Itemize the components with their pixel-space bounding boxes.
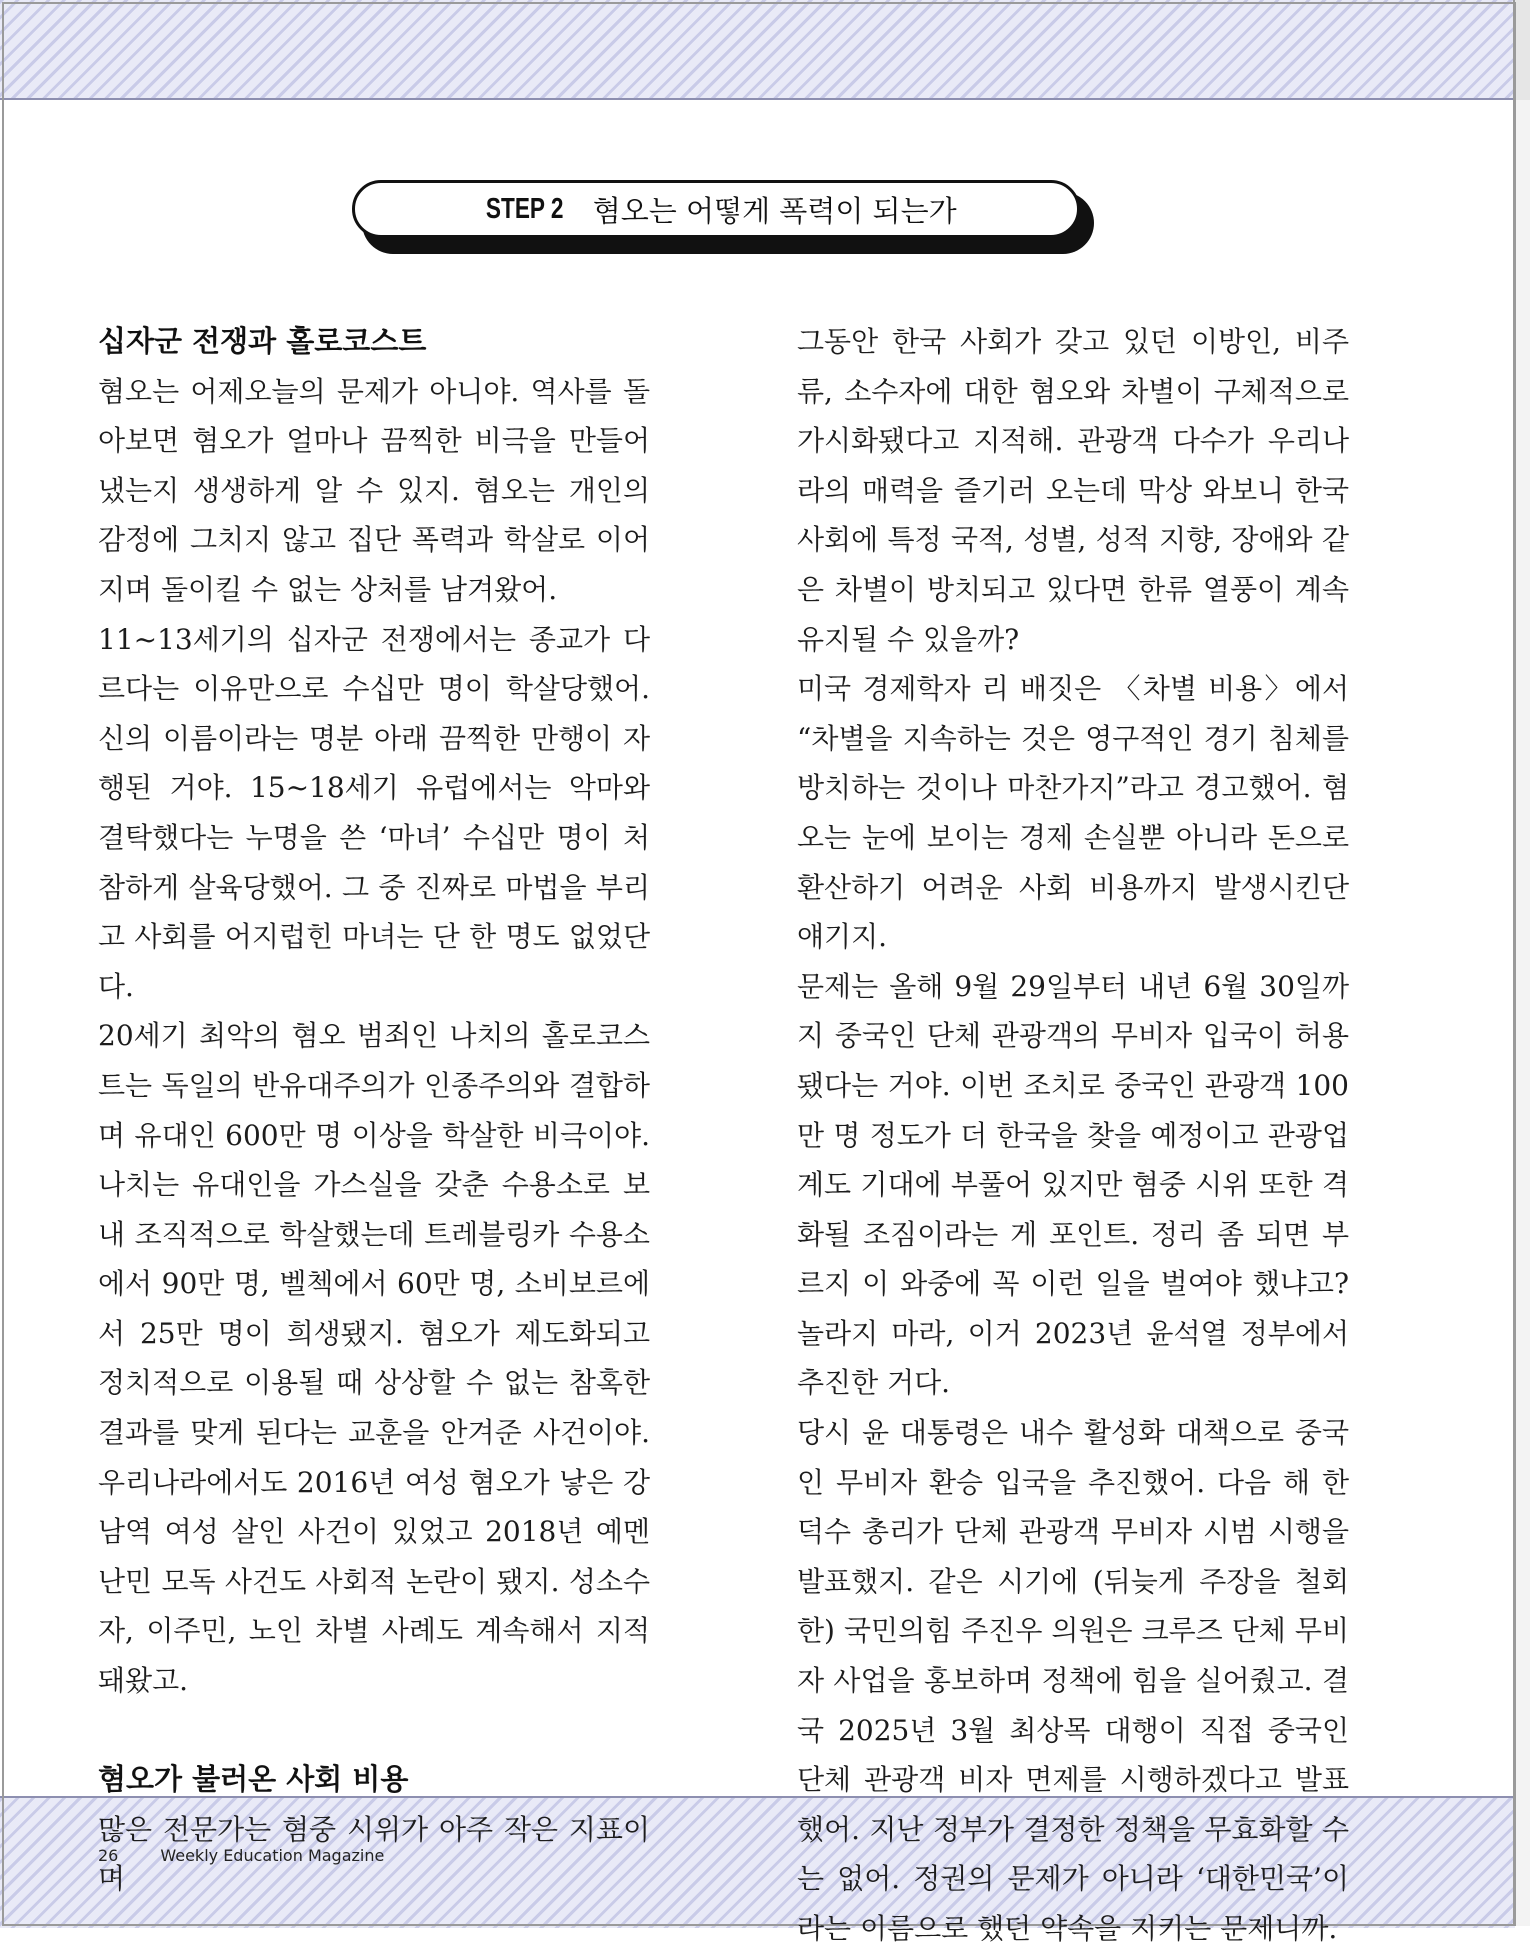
paragraph: 당시 윤 대통령은 내수 활성화 대책으로 중국인 무비자 환승 입국을 추진했어. 다음 해 한덕수 총리가 단체 관광객 무비자 시범 시행을 발표했지. 같은 시기에 (뒤늦게 주장을 철회한) 국민의힘 주진우 의원은 크루즈 단체 무비자 사업을 홍보하며 정책에 힘을 실어줬고. 결국 2025년 3월 최상목 대행이 직접 중국인 단체 관광객 비자 면제를 시행하겠다고 발표했어. 지난 정부가 결정한 정책을 무효화할 수는 없어. 정권의 문제가 아니라 ‘대한민국’이라는 이름으로 했던 약속을 지키는 문제니까. xyxy=(797,1416,1349,1945)
paragraph: 미국 경제학자 리 배짓은 〈차별 비용〉에서 “차별을 지속하는 것은 영구적인 경기 침체를 방치하는 것이나 마찬가지”라고 경고했어. 혐오는 눈에 보이는 경제 손실뿐 아니라 돈으로 환산하기 어려운 사회 비용까지 발생시킨단 얘기지. xyxy=(797,672,1349,954)
paragraph: 11~13세기의 십자군 전쟁에서는 종교가 다르다는 이유만으로 수십만 명이 학살당했어. 신의 이름이라는 명분 아래 끔찍한 만행이 자행된 거야. 15~18세기 유럽에서는 악마와 결탁했다는 누명을 쓴 ‘마녀’ 수십만 명이 처참하게 살육당했어. 그 중 진짜로 마법을 부리고 사회를 어지럽힌 마녀는 단 한 명도 없었단다. xyxy=(98,622,650,1003)
subheading-crusades-holocaust: 십자군 전쟁과 홀로코스트 xyxy=(98,324,427,358)
page-edge xyxy=(1513,0,1530,1926)
paragraph: 많은 전문가는 혐중 시위가 아주 작은 지표이며 xyxy=(98,1812,650,1896)
right-column xyxy=(797,317,1349,1954)
section-title-banner xyxy=(352,180,1080,238)
paragraph: 20세기 최악의 혐오 범죄인 나치의 홀로코스트는 독일의 반유대주의가 인종주의와 결합하며 유대인 600만 명 이상을 학살한 비극이야. 나치는 유대인을 가스실을 갖춘 수용소로 보내 조직적으로 학살했는데 트레블링카 수용소에서 90만 명, 벨첵에서 60만 명, 소비보르에서 25만 명이 희생됐지. 혐오가 제도화되고 정치적으로 이용될 때 상상할 수 없는 참혹한 결과를 맞게 된다는 교훈을 안겨준 사건이야. 우리나라에서도 2016년 여성 혐오가 낳은 강남역 여성 살인 사건이 있었고 2018년 예멘 난민 모독 사건도 사회적 논란이 됐지. 성소수자, 이주민, 노인 차별 사례도 계속해서 지적돼왔고. xyxy=(98,1019,650,1698)
step-label: STEP 2 xyxy=(486,192,564,225)
section-title: 혐오는 어떻게 폭력이 되는가 xyxy=(592,193,957,228)
subheading-social-cost: 혐오가 불러온 사회 비용 xyxy=(98,1762,409,1797)
top-decorative-band xyxy=(0,0,1515,100)
paragraph: 혐오는 어제오늘의 문제가 아니야. 역사를 돌아보면 혐오가 얼마나 끔찍한 비극을 만들어냈는지 생생하게 알 수 있지. 혐오는 개인의 감정에 그치지 않고 집단 폭력과 학살로 이어지며 돌이킬 수 없는 상처를 남겨왔어. xyxy=(98,374,650,606)
page-footer xyxy=(98,1846,384,1865)
paragraph: 그동안 한국 사회가 갖고 있던 이방인, 비주류, 소수자에 대한 혐오와 차별이 구체적으로 가시화됐다고 지적해. 관광객 다수가 우리나라의 매력을 즐기러 오는데 막상 와보니 한국 사회에 특정 국적, 성별, 성적 지향, 장애와 같은 차별이 방치되고 있다면 한류 열풍이 계속 유지될 수 있을까? xyxy=(797,325,1349,656)
left-column xyxy=(98,317,650,1904)
magazine-name: Weekly Education Magazine xyxy=(160,1846,385,1865)
page-number: 26 xyxy=(98,1846,119,1865)
paragraph: 문제는 올해 9월 29일부터 내년 6월 30일까지 중국인 단체 관광객의 무비자 입국이 허용됐다는 거야. 이번 조치로 중국인 관광객 100만 명 정도가 더 한국을 찾을 예정이고 관광업계도 기대에 부풀어 있지만 혐중 시위 또한 격화될 조짐이라는 게 포인트. 정리 좀 되면 부르지 이 와중에 꼭 이런 일을 벌여야 했냐고? 놀라지 마라, 이거 2023년 윤석열 정부에서 추진한 거다. xyxy=(797,969,1349,1400)
